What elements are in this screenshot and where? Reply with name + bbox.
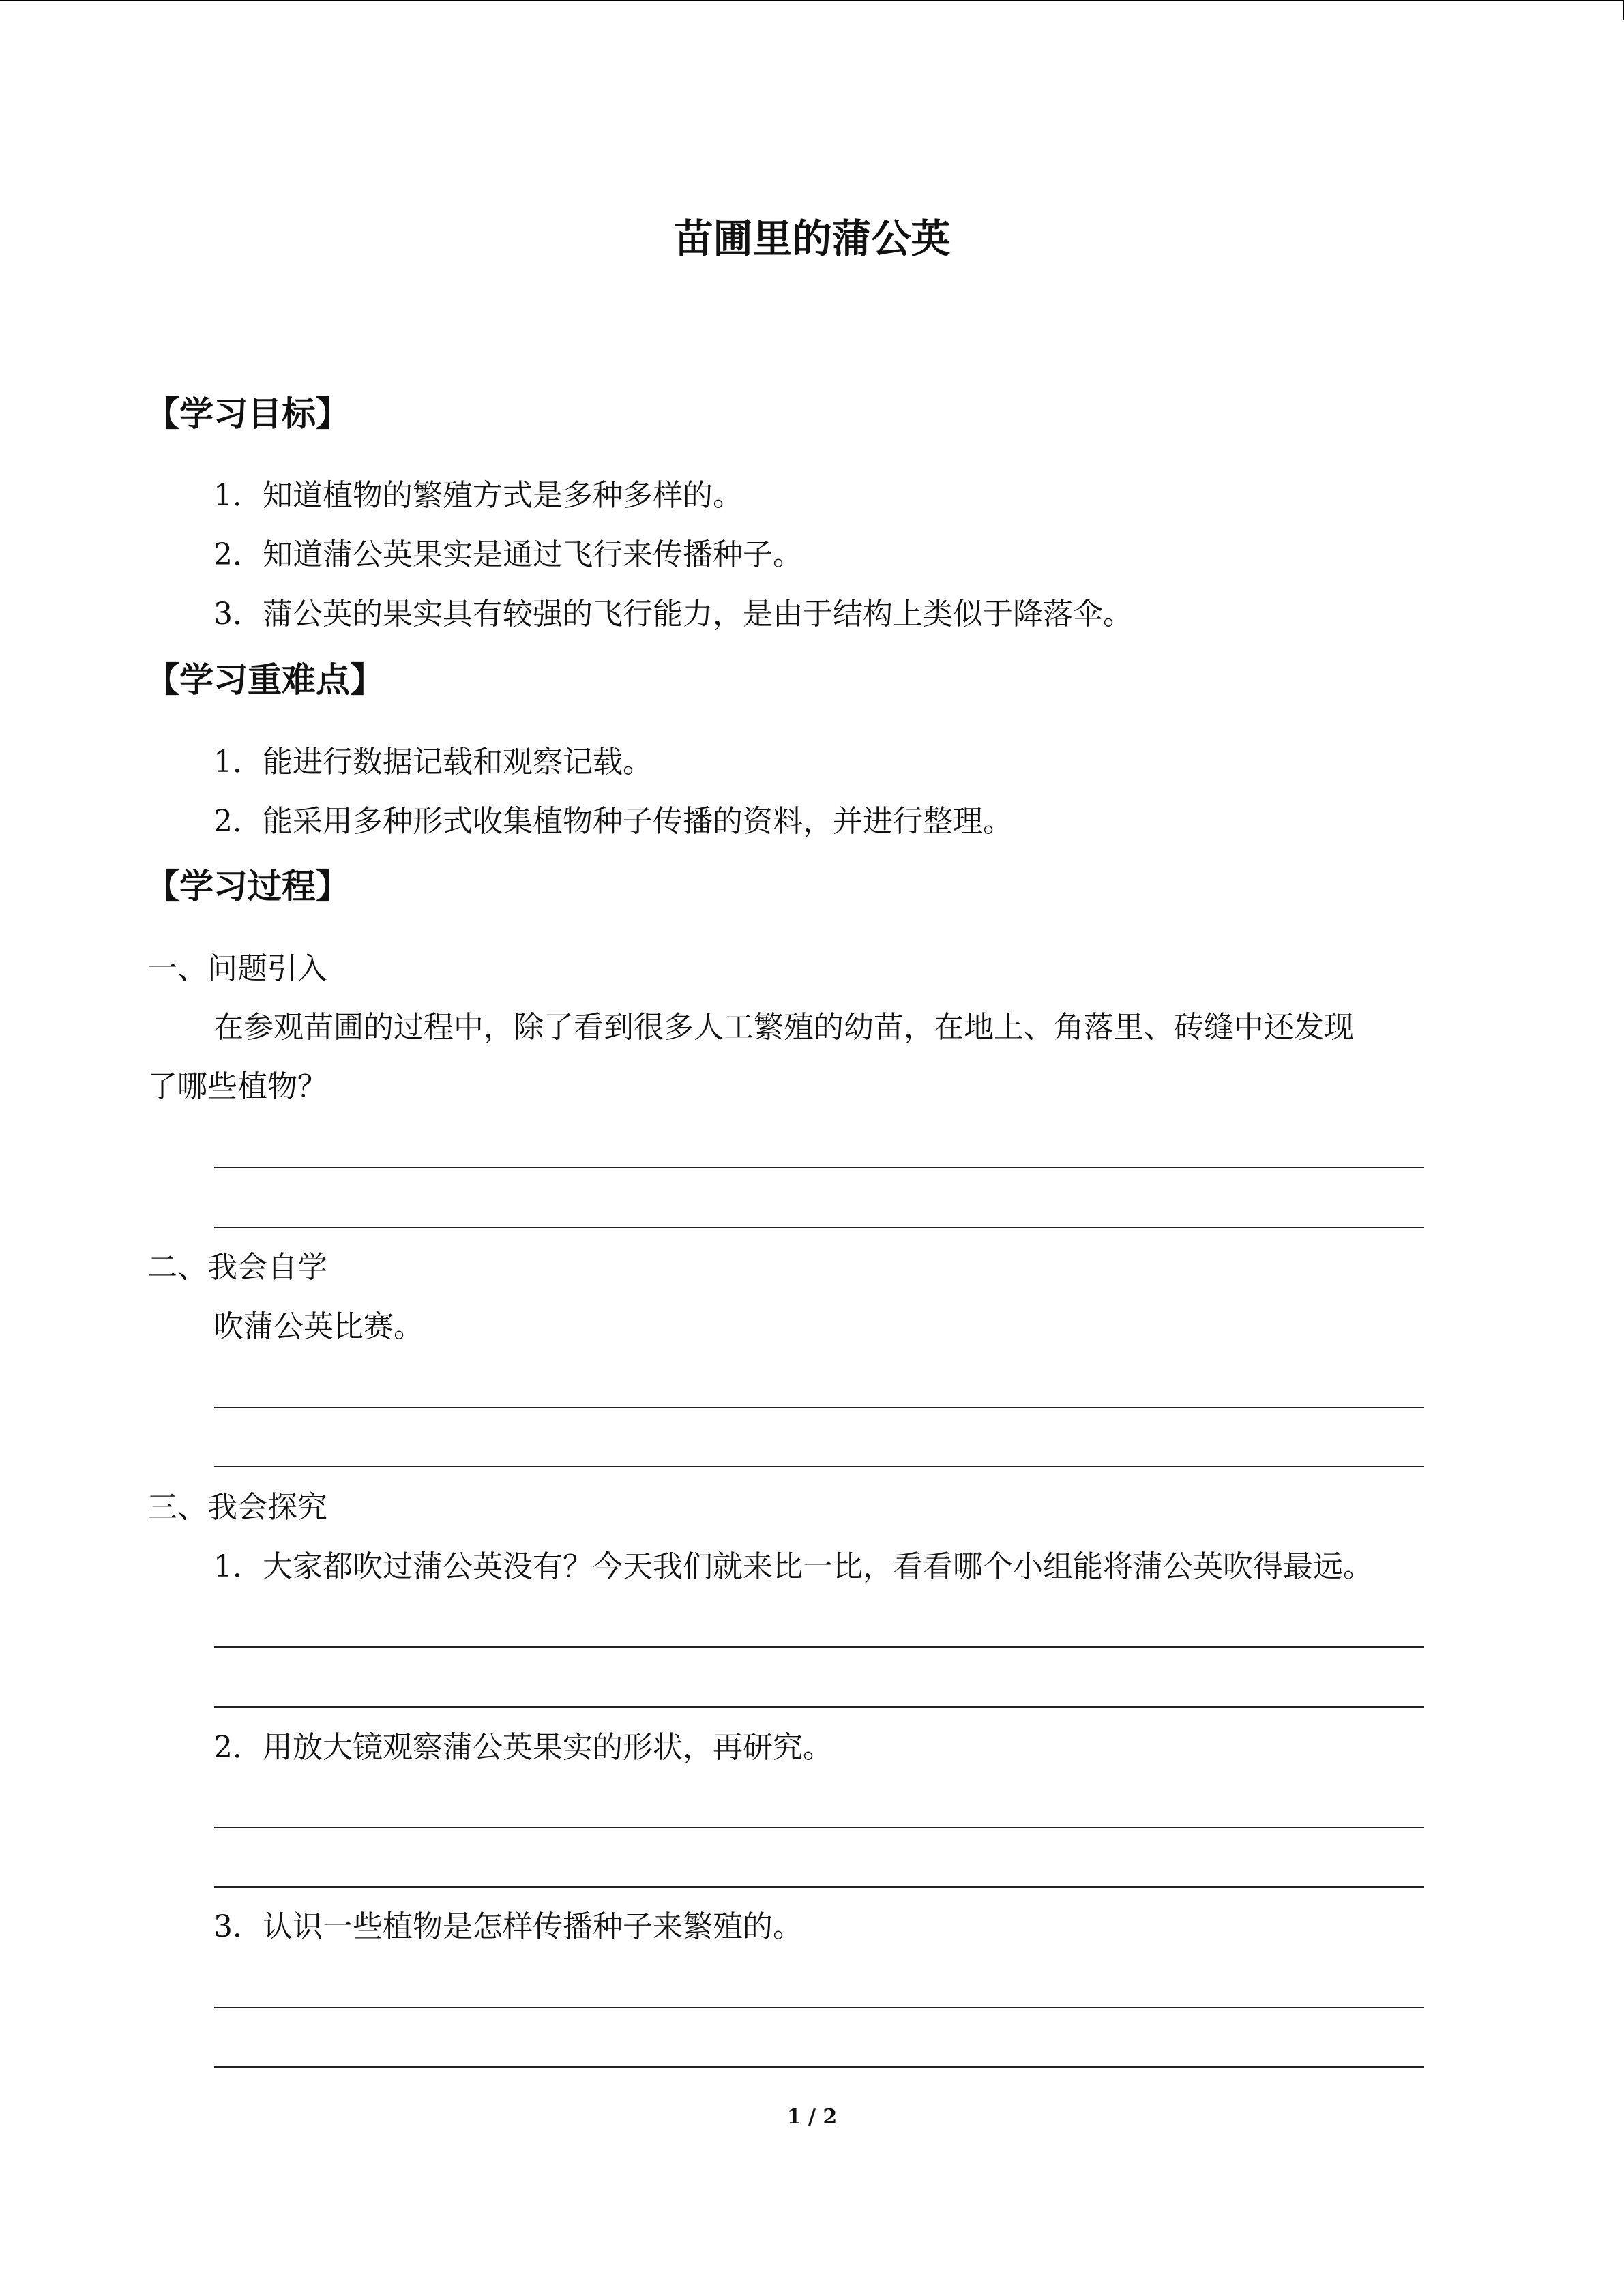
answer-line — [214, 1886, 1424, 1888]
top-border — [0, 0, 1624, 1]
objective-item-3: 3．蒲公英的果实具有较强的飞行能力，是由于结构上类似于降落伞。 — [213, 597, 1133, 631]
key-points-heading: 【学习重难点】 — [145, 660, 384, 700]
page-number: 1 / 2 — [786, 2105, 838, 2129]
answer-line — [214, 1167, 1424, 1168]
answer-line — [214, 1407, 1424, 1408]
answer-line — [214, 2066, 1424, 2068]
answer-line — [214, 1827, 1424, 1828]
answer-line — [214, 1646, 1424, 1648]
part2-title: 二、我会自学 — [147, 1250, 327, 1285]
key-point-item-2: 2．能采用多种形式收集植物种子传播的资料，并进行整理。 — [213, 804, 1013, 839]
part3-item-3: 3．认识一些植物是怎样传播种子来繁殖的。 — [213, 1909, 803, 1944]
answer-line — [214, 2007, 1424, 2008]
objective-item-2: 2．知道蒲公英果实是通过飞行来传播种子。 — [213, 537, 803, 572]
key-point-item-1: 1．能进行数据记载和观察记载。 — [213, 745, 653, 779]
page-title: 苗圃里的蒲公英 — [673, 215, 951, 262]
part1-title: 一、问题引入 — [147, 951, 327, 986]
objective-item-1: 1．知道植物的繁殖方式是多种多样的。 — [213, 478, 743, 513]
part3-item-2: 2．用放大镜观察蒲公英果实的形状，再研究。 — [213, 1730, 833, 1765]
objectives-heading: 【学习目标】 — [145, 394, 350, 434]
process-heading: 【学习过程】 — [145, 867, 350, 906]
part2-text: 吹蒲公英比赛。 — [213, 1309, 424, 1344]
answer-line — [214, 1706, 1424, 1708]
answer-line — [214, 1227, 1424, 1228]
answer-line — [214, 1466, 1424, 1467]
part1-paragraph-line2: 了哪些植物？ — [147, 1069, 327, 1104]
part3-item-1: 1．大家都吹过蒲公英没有？今天我们就来比一比，看看哪个小组能将蒲公英吹得最远。 — [213, 1549, 1373, 1584]
part1-paragraph-line1: 在参观苗圃的过程中，除了看到很多人工繁殖的幼苗，在地上、角落里、砖缝中还发现 — [213, 1010, 1354, 1045]
part3-title: 三、我会探究 — [147, 1490, 327, 1525]
